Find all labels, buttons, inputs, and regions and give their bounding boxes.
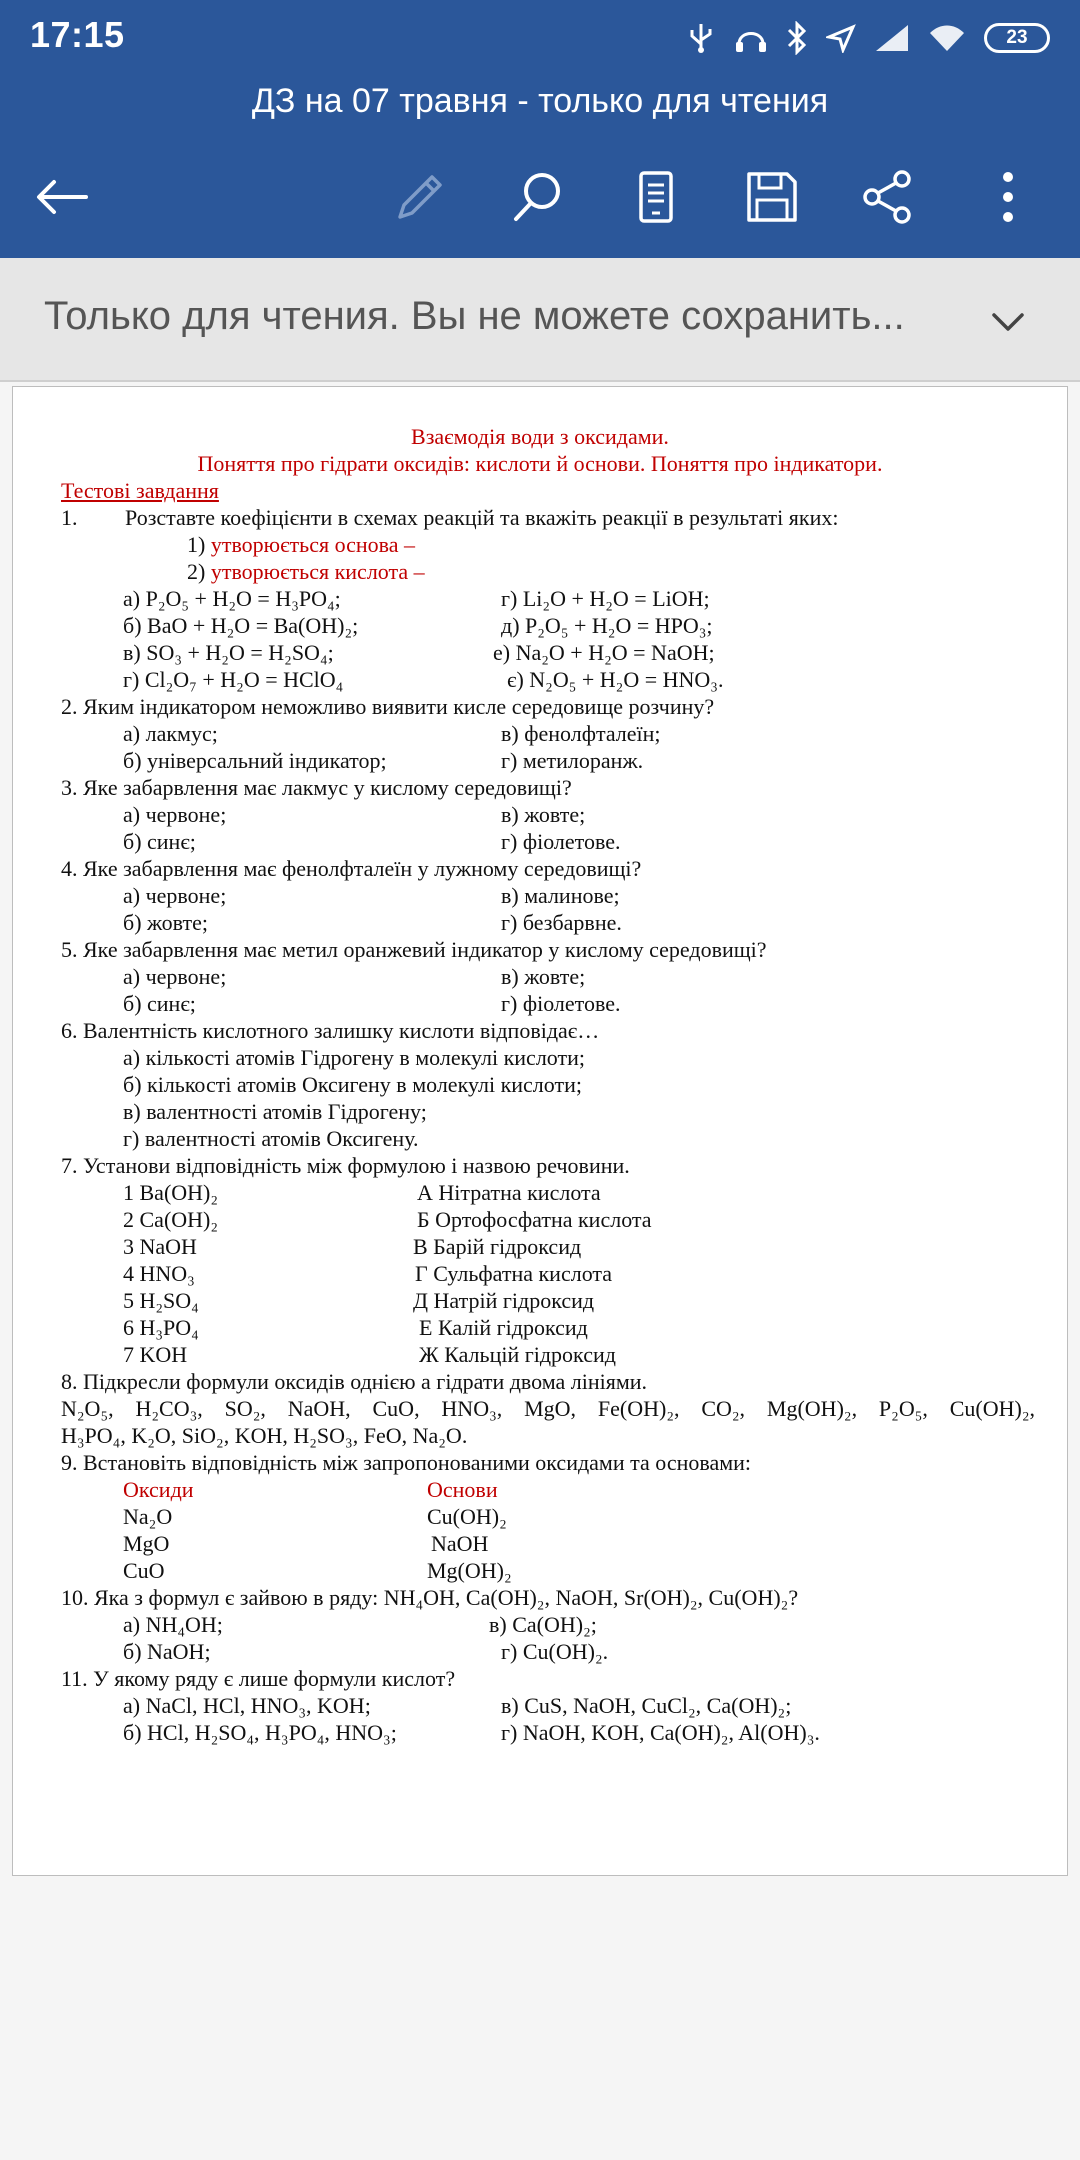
reading-mode-icon (636, 169, 676, 225)
q7-name: А Нітратна кислота (417, 1180, 601, 1205)
q1-sub2 (187, 558, 425, 585)
q3-text: 3. Яке забарвлення має лакмус у кислому середовищі? (61, 775, 572, 800)
q9-bases-header: Основи (427, 1477, 498, 1502)
q9-text: 9. Встановіть відповідність між запропонованими оксидами та основами: (61, 1450, 752, 1475)
more-options-button[interactable] (976, 165, 1040, 229)
q1-sub1-num: 1) (187, 532, 206, 557)
edit-button[interactable] (388, 165, 452, 229)
q10-option-v: в) Ca(OH)₂; (489, 1612, 597, 1637)
q10-option-b: б) NaOH; (123, 1639, 211, 1664)
q1-option-b: б) BaO + H₂O = Ba(OH)₂; (123, 613, 359, 638)
q7-name: Г Сульфатна кислота (415, 1261, 613, 1286)
q1-option-g: г) Cl₂O₇ + H₂O = HClO₄ (123, 667, 344, 692)
readonly-banner[interactable] (0, 258, 1080, 382)
back-arrow-icon (34, 177, 90, 217)
share-icon (860, 169, 916, 225)
q7-formula: 1 Ba(OH)₂ (123, 1180, 219, 1205)
document-page[interactable] (12, 386, 1068, 1876)
q11-option-g: г) NaOH, KOH, Ca(OH)₂, Al(OH)₃. (501, 1720, 820, 1745)
q6-option-v: в) валентності атомів Гідрогену; (123, 1099, 427, 1124)
q1-sub1-text: утворюється основа – (210, 532, 416, 557)
search-icon (510, 169, 566, 225)
q2-option-v: в) фенолфталеїн; (501, 721, 661, 746)
q1-option-a: а) P₂O₅ + H₂O = H₃PO₄; (123, 586, 341, 611)
status-bar (0, 0, 1080, 76)
back-button[interactable] (30, 165, 94, 229)
q6-option-g: г) валентності атомів Оксигену. (123, 1126, 419, 1151)
q2-text: 2. Яким індикатором неможливо виявити кисле середовище розчину? (61, 694, 715, 719)
q7-name: В Барій гідроксид (413, 1234, 582, 1259)
q4-text: 4. Яке забарвлення має фенолфталеїн у лужному середовищі? (61, 856, 642, 881)
q9-oxide: CuO (123, 1558, 165, 1583)
q7-formula: 5 H₂SO₄ (123, 1288, 199, 1313)
q7-formula: 4 HNO₃ (123, 1261, 195, 1286)
q5-option-b: б) синє; (123, 991, 196, 1016)
q9-oxides-header: Оксиди (123, 1477, 194, 1502)
status-time: 17:15 (30, 14, 125, 55)
q4-option-b: б) жовте; (123, 910, 209, 935)
q8-formulas-line1: N₂O₅, H₂CO₃, SO₂, NaOH, CuO, HNO₃, MgO, Fe(OH)₂, CO₂, Mg(OH)₂, P₂O₅, Cu(OH)₂, (61, 1396, 1035, 1421)
q5-option-v: в) жовте; (501, 964, 586, 989)
chevron-down-icon[interactable] (988, 302, 1028, 342)
battery-level: 23 (1006, 27, 1028, 48)
q7-name: Д Натрій гідроксид (413, 1288, 595, 1313)
q5-option-a: а) червоне; (123, 964, 227, 989)
q7-formula: 3 NaOH (123, 1234, 197, 1259)
q11-option-b: б) HCl, H₂SO₄, H₃PO₄, HNO₃; (123, 1720, 397, 1745)
reading-mode-button[interactable] (624, 165, 688, 229)
save-button[interactable] (740, 165, 804, 229)
section-heading: Тестові завдання (61, 478, 219, 503)
q1-option-g2: г) Li₂O + H₂O = LiOH; (501, 586, 710, 611)
q3-option-v: в) жовте; (501, 802, 586, 827)
q1-option-d: д) P₂O₅ + H₂O = HPO₃; (501, 613, 713, 638)
q9-base: NaOH (431, 1531, 489, 1556)
q6-option-a: а) кількості атомів Гідрогену в молекулі кислоти; (123, 1045, 586, 1070)
q3-option-a: а) червоне; (123, 802, 227, 827)
q2-option-b: б) універсальний індикатор; (123, 748, 387, 773)
doc-title-1: Взаємодія води з оксидами. (411, 424, 669, 449)
battery-indicator (984, 23, 1050, 53)
q7-name: Е Калій гідроксид (419, 1315, 588, 1340)
toolbar (0, 150, 1080, 240)
search-button[interactable] (506, 165, 570, 229)
q7-formula: 2 Ca(OH)₂ (123, 1207, 219, 1232)
q11-option-a: а) NaCl, HCl, HNO₃, KOH; (123, 1693, 371, 1718)
q1-number: 1. (61, 505, 78, 530)
bluetooth-icon (786, 21, 808, 55)
q10-option-g: г) Cu(OH)₂. (501, 1639, 609, 1664)
q10-text: 10. Яка з формул є зайвою в ряду: NH₄OH, Ca(OH)₂, NaOH, Sr(OH)₂, Cu(OH)₂? (61, 1585, 799, 1610)
q5-text: 5. Яке забарвлення має метил оранжевий індикатор у кислому середовищі? (61, 937, 767, 962)
q1-text: Розставте коефіцієнти в схемах реакцій та вкажіть реакції в результаті яких: (125, 505, 839, 530)
q5-option-g: г) фіолетове. (501, 991, 621, 1016)
q8-text: 8. Підкресли формули оксидів однією а гідрати двома лініями. (61, 1369, 648, 1394)
wifi-icon (928, 23, 966, 53)
q7-name: Б Ортофосфатна кислота (417, 1207, 652, 1232)
readonly-message: Только для чтения. Вы не можете сохранить... (44, 294, 905, 338)
location-icon (826, 23, 856, 53)
q1-option-v: в) SO₃ + H₂O = H₂SO₄; (123, 640, 334, 665)
q2-option-g: г) метилоранж. (501, 748, 644, 773)
q9-base: Mg(OH)₂ (427, 1558, 512, 1583)
q11-text: 11. У якому ряду є лише формули кислот? (61, 1666, 456, 1691)
app-header (0, 0, 1080, 258)
q6-text: 6. Валентність кислотного залишку кислоти відповідає… (61, 1018, 600, 1043)
q7-formula: 7 KOH (123, 1342, 188, 1367)
doc-title-2: Поняття про гідрати оксидів: кислоти й основи. Поняття про індикатори. (197, 451, 883, 476)
share-button[interactable] (856, 165, 920, 229)
q1-sub2-text: утворюється кислота – (210, 559, 425, 584)
headset-icon (734, 22, 768, 54)
q11-option-v: в) CuS, NaOH, CuCl₂, Ca(OH)₂; (501, 1693, 792, 1718)
q4-option-v: в) малинове; (501, 883, 620, 908)
q6-option-b: б) кількості атомів Оксигену в молекулі кислоти; (123, 1072, 582, 1097)
pencil-icon (392, 169, 448, 225)
q7-name: Ж Кальцій гідроксид (419, 1342, 616, 1367)
q4-option-g: г) безбарвне. (501, 910, 622, 935)
q9-base: Cu(OH)₂ (427, 1504, 507, 1529)
q7-formula: 6 H₃PO₄ (123, 1315, 199, 1340)
q9-oxide: Na₂O (123, 1504, 173, 1529)
q1-option-ye: є) N₂O₅ + H₂O = HNO₃. (507, 667, 724, 692)
q3-option-g: г) фіолетове. (501, 829, 621, 854)
q3-option-b: б) синє; (123, 829, 196, 854)
q2-option-a: а) лакмус; (123, 721, 218, 746)
q4-option-a: а) червоне; (123, 883, 227, 908)
q1-option-e: е) Na₂O + H₂O = NaOH; (493, 640, 715, 665)
q9-oxide: MgO (123, 1531, 170, 1556)
more-vertical-icon (998, 169, 1018, 225)
q1-sub1 (187, 531, 415, 558)
q10-option-a: а) NH₄OH; (123, 1612, 223, 1637)
q7-text: 7. Установи відповідність між формулою і назвою речовини. (61, 1153, 630, 1178)
document-title: ДЗ на 07 травня - только для чтения (251, 82, 829, 120)
save-icon (745, 170, 799, 224)
status-icons (686, 18, 1050, 58)
usb-icon (686, 22, 716, 54)
q8-formulas-line2: H₃PO₄, K₂O, SiO₂, KOH, H₂SO₃, FeO, Na₂O. (61, 1423, 468, 1448)
signal-icon (874, 23, 910, 53)
q1-sub2-num: 2) (187, 559, 206, 584)
